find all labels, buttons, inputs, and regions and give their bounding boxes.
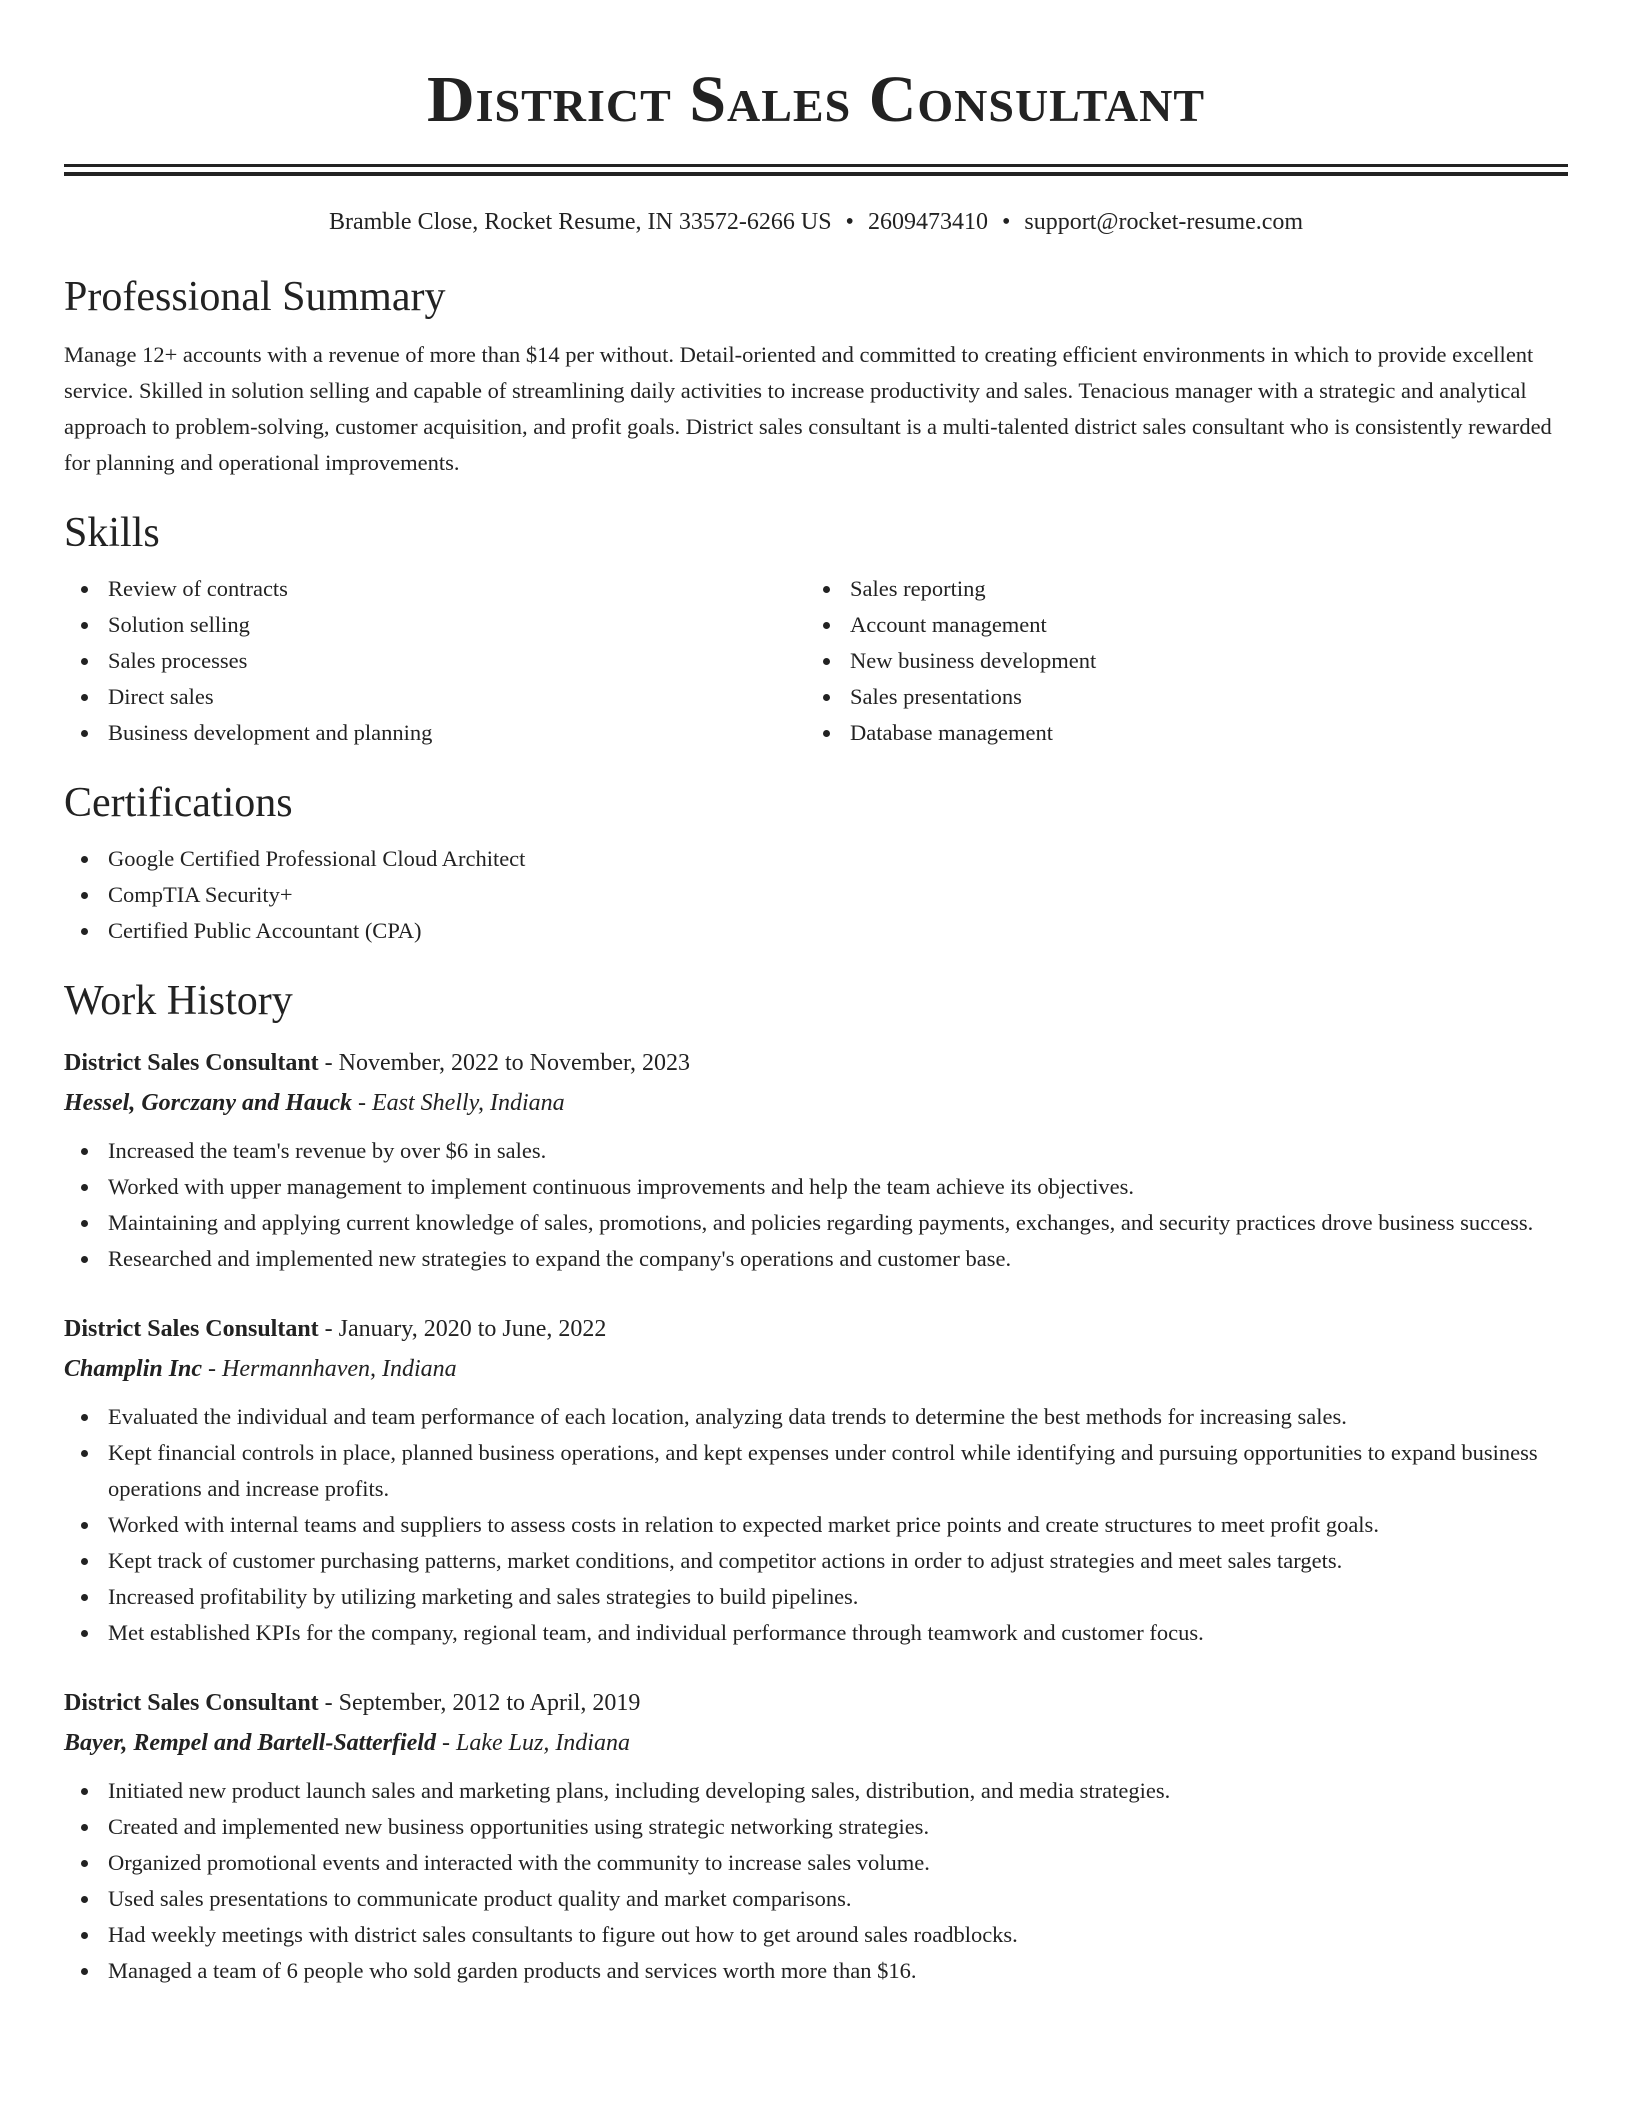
work-history-heading: Work History — [64, 978, 293, 1024]
job-bullet: Met established KPIs for the company, regional team, and individual performance through teamwork and customer focus. — [64, 1615, 1568, 1651]
header-divider — [64, 164, 1568, 176]
job-company-line — [64, 1723, 1568, 1763]
job-bullet: Used sales presentations to communicate product quality and market comparisons. — [64, 1881, 1568, 1917]
job-company: Champlin Inc — [64, 1356, 203, 1382]
contact-email: support@rocket-resume.com — [1024, 209, 1304, 235]
job-bullet: Managed a team of 6 people who sold garden products and services worth more than $16. — [64, 1953, 1568, 1989]
job-bullet: Evaluated the individual and team performance of each location, analyzing data trends to determine the best methods for increasing sales. — [64, 1399, 1568, 1435]
skill-item: Business development and planning — [64, 715, 806, 751]
job-entry — [64, 1043, 1568, 1277]
job-company-line — [64, 1349, 1568, 1389]
skill-item: Account management — [806, 607, 1548, 643]
job-bullets — [64, 1773, 1568, 1989]
job-role: District Sales Consultant — [64, 1316, 319, 1342]
job-location: - Lake Luz, Indiana — [435, 1730, 630, 1756]
skill-item: Review of contracts — [64, 571, 806, 607]
contact-separator: • — [845, 209, 854, 235]
job-bullet: Worked with internal teams and suppliers to assess costs in relation to expected market price points and create structures to meet profit goals. — [64, 1507, 1568, 1543]
job-role: District Sales Consultant — [64, 1050, 319, 1076]
contact-address: Bramble Close, Rocket Resume, IN 33572-6266 US — [328, 209, 832, 235]
certification-item: Google Certified Professional Cloud Architect — [64, 841, 1568, 877]
job-role: District Sales Consultant — [64, 1690, 319, 1716]
job-company-line — [64, 1083, 1568, 1123]
job-bullet: Kept track of customer purchasing patterns, market conditions, and competitor actions in order to adjust strategies and meet sales targets. — [64, 1543, 1568, 1579]
job-bullet: Maintaining and applying current knowledge of sales, promotions, and policies regarding payments, exchanges, and security practices drove business success. — [64, 1205, 1568, 1241]
skills-heading: Skills — [64, 510, 160, 556]
job-bullet: Increased profitability by utilizing marketing and sales strategies to build pipelines. — [64, 1579, 1568, 1615]
skills-column-left — [64, 571, 806, 751]
summary-text: Manage 12+ accounts with a revenue of more than $14 per without. Detail-oriented and committed to creating efficient environments in which to provide excellent service. Skilled in solution selling and capable of streamlining daily activities to increase productivity and sales. Tenacious manager with a strategic and analytical approach to problem-solving, customer acquisition, and profit goals. District sales consultant is a multi-talented district sales consultant who is consistently rewarded for planning and operational improvements. — [64, 342, 1552, 475]
contact-separator: • — [1001, 209, 1011, 235]
job-bullet: Researched and implemented new strategies to expand the company's operations and customer base. — [64, 1241, 1568, 1277]
skills-column-right — [806, 571, 1548, 751]
skill-item: Solution selling — [64, 607, 806, 643]
contact-phone: 2609473410 — [867, 209, 988, 235]
job-bullets — [64, 1133, 1568, 1277]
job-location: - East Shelly, Indiana — [352, 1090, 565, 1116]
job-title-line — [64, 1683, 1568, 1723]
skill-item: New business development — [806, 643, 1548, 679]
skill-item: Sales processes — [64, 643, 806, 679]
job-bullet: Had weekly meetings with district sales consultants to figure out how to get around sales roadblocks. — [64, 1917, 1568, 1953]
job-bullet: Initiated new product launch sales and marketing plans, including developing sales, distribution, and media strategies. — [64, 1773, 1568, 1809]
resume-name: District Sales Consultant — [426, 63, 1206, 136]
skill-item: Sales presentations — [806, 679, 1548, 715]
skills-list — [64, 571, 1568, 751]
job-dates: - September, 2012 to April, 2019 — [318, 1690, 641, 1716]
job-bullet: Increased the team's revenue by over $6 in sales. — [64, 1133, 1568, 1169]
job-entry — [64, 1309, 1568, 1651]
job-company: Hessel, Gorczany and Hauck — [64, 1090, 352, 1116]
summary-heading: Professional Summary — [64, 274, 446, 320]
skill-item: Direct sales — [64, 679, 806, 715]
certification-item: Certified Public Accountant (CPA) — [64, 913, 1568, 949]
contact-line — [64, 207, 1568, 237]
job-bullet: Organized promotional events and interacted with the community to increase sales volume. — [64, 1845, 1568, 1881]
job-location: - Hermannhaven, Indiana — [202, 1356, 457, 1382]
job-dates: - November, 2022 to November, 2023 — [318, 1050, 691, 1076]
certification-item: CompTIA Security+ — [64, 877, 1568, 913]
job-entry — [64, 1683, 1568, 1989]
job-bullet: Kept financial controls in place, planned business operations, and kept expenses under control while identifying and pursuing opportunities to expand business operations and increase profits. — [64, 1435, 1568, 1507]
job-bullets — [64, 1399, 1568, 1651]
certifications-heading: Certifications — [64, 780, 293, 826]
job-bullet: Created and implemented new business opportunities using strategic networking strategies. — [64, 1809, 1568, 1845]
certifications-list — [64, 841, 1568, 949]
job-title-line — [64, 1043, 1568, 1083]
job-company: Bayer, Rempel and Bartell-Satterfield — [64, 1730, 436, 1756]
job-bullet: Worked with upper management to implement continuous improvements and help the team achieve its objectives. — [64, 1169, 1568, 1205]
job-dates: - January, 2020 to June, 2022 — [318, 1316, 607, 1342]
skill-item: Database management — [806, 715, 1548, 751]
job-title-line — [64, 1309, 1568, 1349]
skill-item: Sales reporting — [806, 571, 1548, 607]
